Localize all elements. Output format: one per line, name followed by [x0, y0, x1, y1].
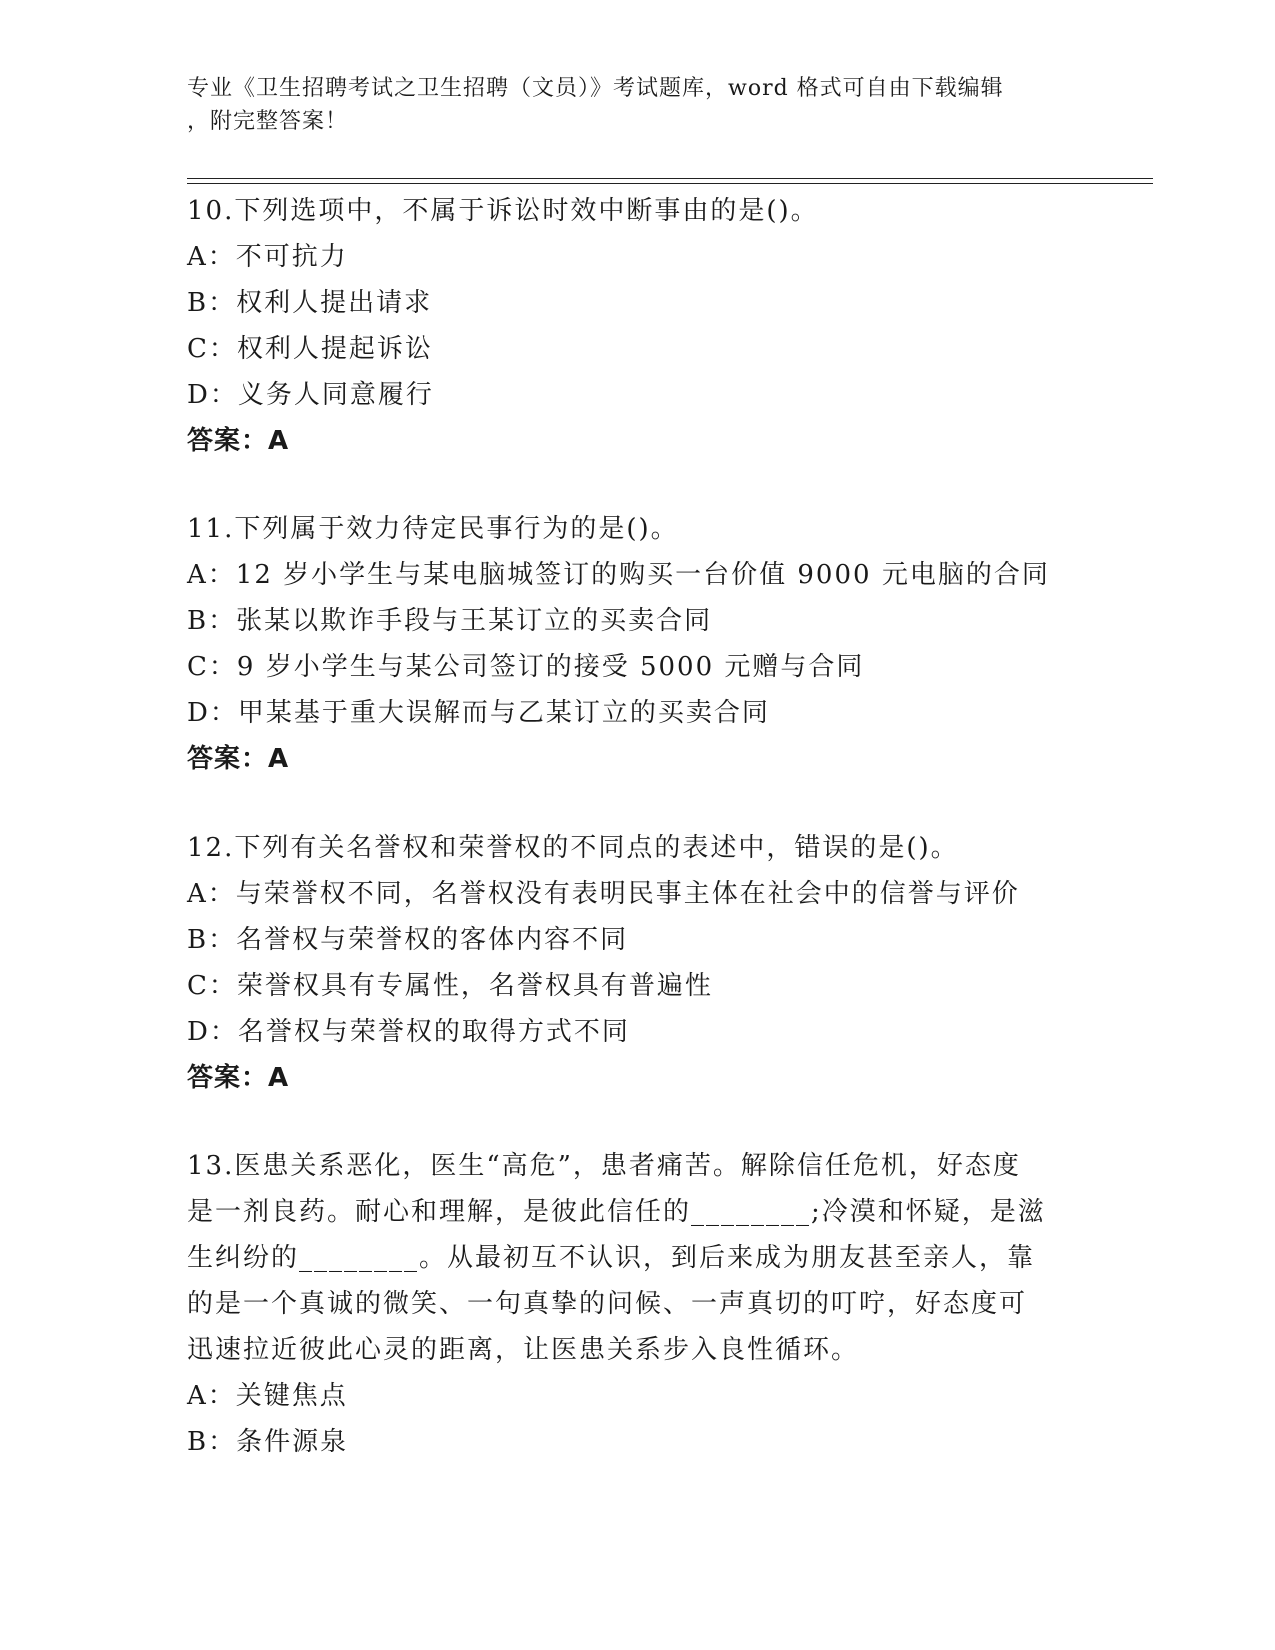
option-b: B：条件源泉	[187, 1427, 349, 1457]
option-a: A：不可抗力	[187, 242, 348, 272]
header-line-1: 专业《卫生招聘考试之卫生招聘（文员）》考试题库，word 格式可自由下载编辑	[187, 76, 1004, 101]
option-c: C：权利人提起诉讼	[187, 334, 433, 364]
question-13	[187, 1143, 1067, 1465]
option-c: C：9 岁小学生与某公司签订的接受 5000 元赠与合同	[187, 652, 865, 682]
question-11	[187, 506, 1067, 782]
option-a: A：关键焦点	[187, 1381, 348, 1411]
option-a: A：与荣誉权不同，名誉权没有表明民事主体在社会中的信誉与评价	[187, 879, 1020, 909]
option-b: B：权利人提出请求	[187, 288, 433, 318]
option-d: D：名誉权与荣誉权的取得方式不同	[187, 1017, 630, 1047]
stem-line: 是一剂良药。耐心和理解，是彼此信任的________;冷漠和怀疑，是滋	[187, 1197, 1046, 1227]
answer-label: 答案：A	[187, 426, 290, 456]
document-header	[187, 72, 1067, 138]
question-stem: 11.下列属于效力待定民事行为的是()。	[187, 514, 679, 544]
header-divider-bottom	[187, 183, 1153, 184]
option-c: C：荣誉权具有专属性，名誉权具有普遍性	[187, 971, 713, 1001]
question-12	[187, 825, 1067, 1101]
option-b: B：张某以欺诈手段与王某订立的买卖合同	[187, 606, 713, 636]
stem-line: 的是一个真诚的微笑、一句真挚的问候、一声真切的叮咛，好态度可	[187, 1289, 1028, 1319]
header-line-2: ，附完整答案！	[187, 109, 349, 134]
question-10	[187, 188, 1067, 464]
question-stem	[187, 1143, 1067, 1373]
question-stem: 12.下列有关名誉权和荣誉权的不同点的表述中，错误的是()。	[187, 833, 959, 863]
answer-label: 答案：A	[187, 1063, 290, 1093]
option-a: A：12 岁小学生与某电脑城签订的购买一台价值 9000 元电脑的合同	[187, 560, 1050, 590]
stem-line: 生纠纷的________。从最初互不认识，到后来成为朋友甚至亲人，靠	[187, 1243, 1036, 1273]
stem-line: 13.医患关系恶化，医生“高危”，患者痛苦。解除信任危机，好态度	[187, 1151, 1021, 1181]
option-b: B：名誉权与荣誉权的客体内容不同	[187, 925, 629, 955]
stem-line: 迅速拉近彼此心灵的距离，让医患关系步入良性循环。	[187, 1335, 860, 1365]
option-d: D：甲某基于重大误解而与乙某订立的买卖合同	[187, 698, 770, 728]
answer-label: 答案：A	[187, 744, 290, 774]
option-d: D：义务人同意履行	[187, 380, 434, 410]
header-divider-top	[187, 178, 1153, 179]
question-stem: 10.下列选项中，不属于诉讼时效中断事由的是()。	[187, 196, 819, 226]
